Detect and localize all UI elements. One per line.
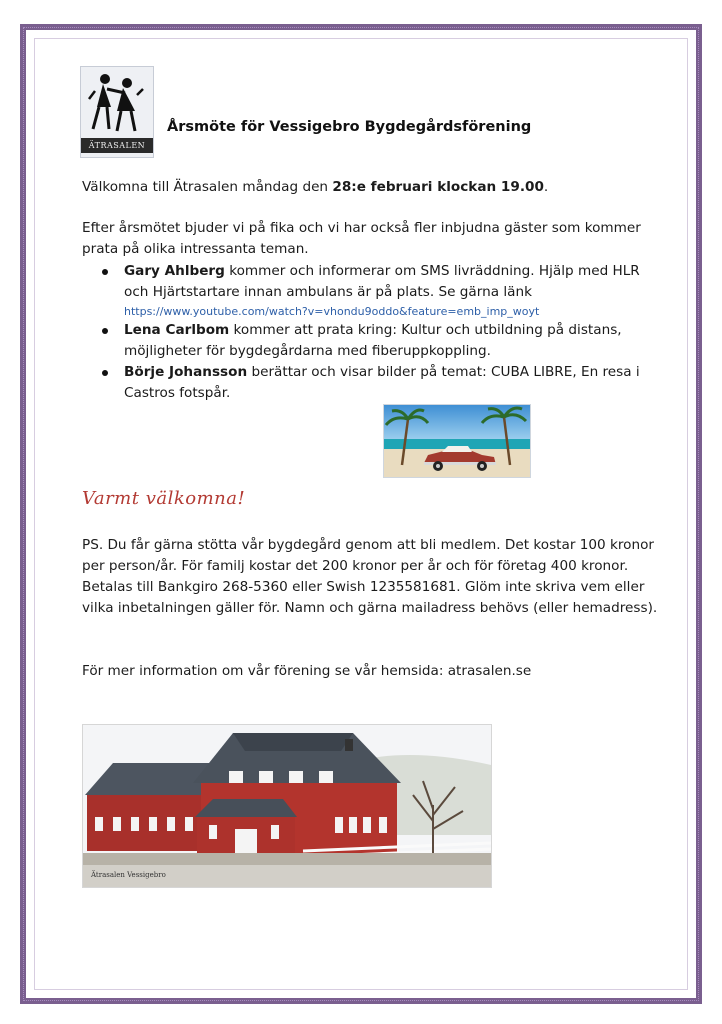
ps-paragraph: PS. Du får gärna stötta vår bygdegård genom att bli medlem. Det kostar 100 kronor per person/år. För familj kostar det 200 kronor per år och för företag 400 kronor. Betalas till Bankgiro 268-5360 eller Swish 1235581681. Glöm inte skriva vem eller vilka inbetalningen gäller för. Namn och gärna mailadress behövs (eller hemadress). (82, 537, 658, 616)
welcome-prefix: Välkomna till Ätrasalen måndag den (82, 179, 333, 195)
greeting-text: Varmt välkomna! (82, 488, 246, 509)
red-house-illustration (83, 725, 491, 887)
info-paragraph: För mer information om vår förening se vår hemsida: atrasalen.se (82, 663, 532, 679)
logo-label: ÄTRASALEN (81, 138, 153, 153)
welcome-paragraph (82, 177, 662, 198)
speaker-item (100, 362, 665, 404)
speaker-text: berättar och visar bilder på temat: CUBA LIBRE, En resa i Castros fotspår. (124, 364, 640, 401)
speaker-item (100, 261, 665, 320)
atrasalen-building-photo (82, 724, 492, 888)
welcome-suffix: . (543, 179, 549, 195)
speaker-name: Lena Carlbom (124, 322, 230, 338)
youtube-link[interactable]: https://www.youtube.com/watch?v=vhondu9oddo&feature=emb_imp_woyt (124, 305, 540, 318)
beach-car-illustration (384, 405, 530, 477)
speaker-name: Gary Ahlberg (124, 263, 225, 279)
welcome-date: 28:e februari klockan 19.00 (332, 179, 544, 195)
cuba-beach-photo (383, 404, 531, 478)
speaker-list (100, 261, 665, 404)
speaker-text: kommer att prata kring: Kultur och utbildning på distans, möjligheter för bygdegårdarna med fiberuppkoppling. (124, 322, 622, 359)
intro-paragraph: Efter årsmötet bjuder vi på fika och vi har också fler inbjudna gäster som kommer prata på olika intressanta teman. (82, 220, 641, 257)
atrasalen-logo (80, 66, 154, 158)
speaker-name: Börje Johansson (124, 364, 248, 380)
page-title: Årsmöte för Vessigebro Bygdegårdsförening (167, 119, 532, 135)
speaker-item (100, 320, 665, 362)
photo-caption: Ätrasalen Vessigebro (91, 871, 166, 879)
speaker-text: kommer och informerar om SMS livräddning. Hjälp med HLR och Hjärtstartare innan ambulans är på plats. Se gärna länk (124, 263, 640, 300)
